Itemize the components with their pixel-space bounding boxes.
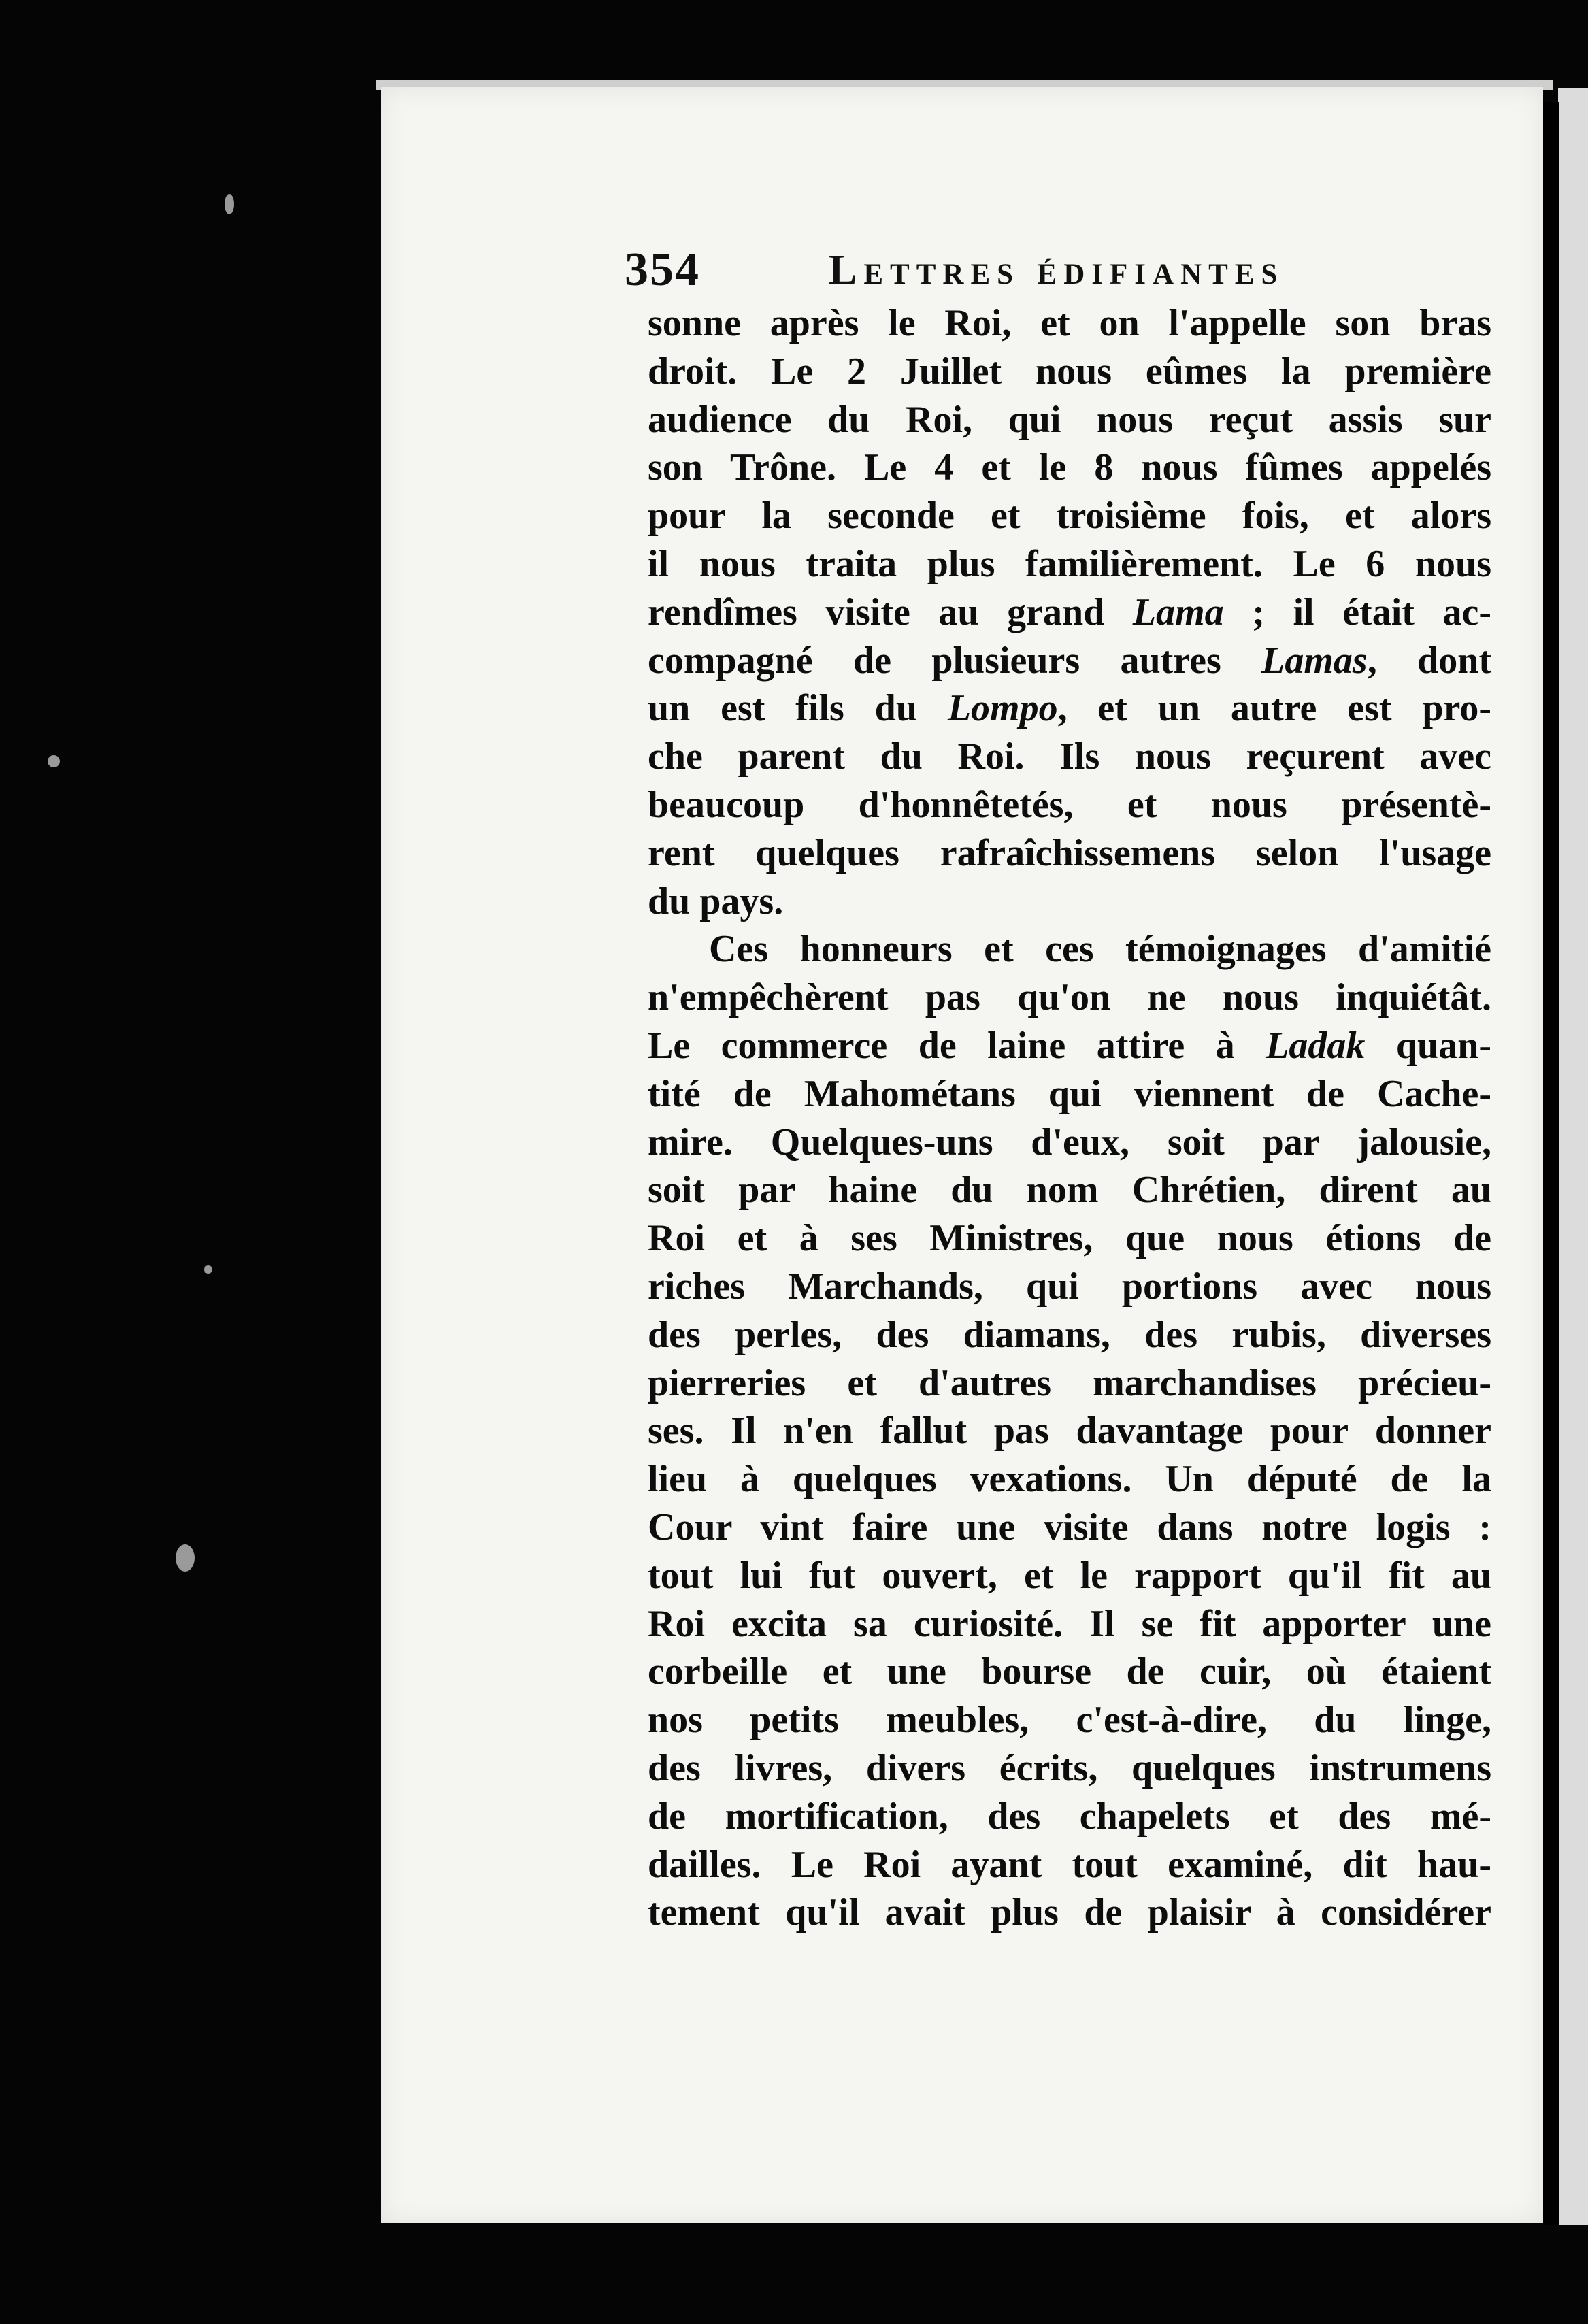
text-line: droit. Le 2 Juillet nous eûmes la première <box>648 350 1491 393</box>
text-line: du pays. <box>648 880 784 923</box>
text-line: ses. Il n'en fallut pas davantage pour donner <box>648 1410 1491 1452</box>
text-line: Roi excita sa curiosité. Il se fit apporter une <box>648 1602 1491 1645</box>
text-line: riches Marchands, qui portions avec nous <box>648 1265 1491 1308</box>
text-line: nos petits meubles, c'est-à-dire, du linge, <box>648 1699 1491 1742</box>
text-line: pour la seconde et troisième fois, et alors <box>648 495 1491 537</box>
text-line: de mortification, des chapelets et des mé- <box>648 1795 1491 1838</box>
page-number: 354 <box>625 244 700 296</box>
paragraph <box>648 299 1491 925</box>
text-line: audience du Roi, qui nous reçut assis sur <box>648 398 1491 441</box>
paragraph <box>648 925 1491 1937</box>
text-line: compagné de plusieurs autres Lamas, dont <box>648 639 1491 682</box>
text-line: tement qu'il avait plus de plaisir à considérer <box>648 1891 1491 1934</box>
text-line: mire. Quelques-uns d'eux, soit par jalousie, <box>648 1120 1491 1163</box>
scan-speck <box>48 755 60 767</box>
scan-speck <box>225 194 234 214</box>
running-title: Lettres édifiantes <box>829 247 1285 293</box>
text-line: tout lui fut ouvert, et le rapport qu'il fit au <box>648 1554 1491 1597</box>
text-line: dailles. Le Roi ayant tout examiné, dit hau- <box>648 1843 1491 1886</box>
text-line: lieu à quelques vexations. Un député de la <box>648 1458 1491 1501</box>
text-line: Cour vint faire une visite dans notre logis : <box>648 1506 1491 1548</box>
body-text <box>648 299 1491 1937</box>
text-line: son Trône. Le 4 et le 8 nous fûmes appelés <box>648 446 1491 489</box>
text-line: Ces honneurs et ces témoignages d'amitié <box>709 928 1491 971</box>
text-line: des perles, des diamans, des rubis, diverses <box>648 1313 1491 1356</box>
text-line: rent quelques rafraîchissemens selon l'usage <box>648 831 1491 874</box>
page-header <box>625 239 1495 301</box>
text-line: n'empêchèrent pas qu'on ne nous inquiétât. <box>648 976 1491 1019</box>
text-line: beaucoup d'honnêtetés, et nous présentè- <box>648 783 1491 826</box>
text-line: des livres, divers écrits, quelques instrumens <box>648 1746 1491 1789</box>
text-line: il nous traita plus familièrement. Le 6 nous <box>648 542 1491 585</box>
text-line: Le commerce de laine attire à Ladak quan- <box>648 1024 1491 1067</box>
page-gutter-shadow <box>1543 102 1559 2225</box>
text-line: un est fils du Lompo, et un autre est pro- <box>648 687 1491 730</box>
text-line: rendîmes visite au grand Lama ; il était ac- <box>648 591 1491 633</box>
next-page-edge <box>1558 88 1588 2225</box>
text-line: sonne après le Roi, et on l'appelle son bras <box>648 302 1491 344</box>
text-line: tité de Mahométans qui viennent de Cache- <box>648 1072 1491 1115</box>
text-line: pierreries et d'autres marchandises précieu- <box>648 1361 1491 1404</box>
text-line: che parent du Roi. Ils nous reçurent avec <box>648 735 1491 778</box>
scan-speck <box>176 1544 195 1572</box>
text-line: soit par haine du nom Chrétien, dirent au <box>648 1169 1491 1212</box>
scan-speck <box>204 1265 212 1274</box>
text-line: Roi et à ses Ministres, que nous étions de <box>648 1217 1491 1260</box>
text-line: corbeille et une bourse de cuir, où étaient <box>648 1650 1491 1693</box>
